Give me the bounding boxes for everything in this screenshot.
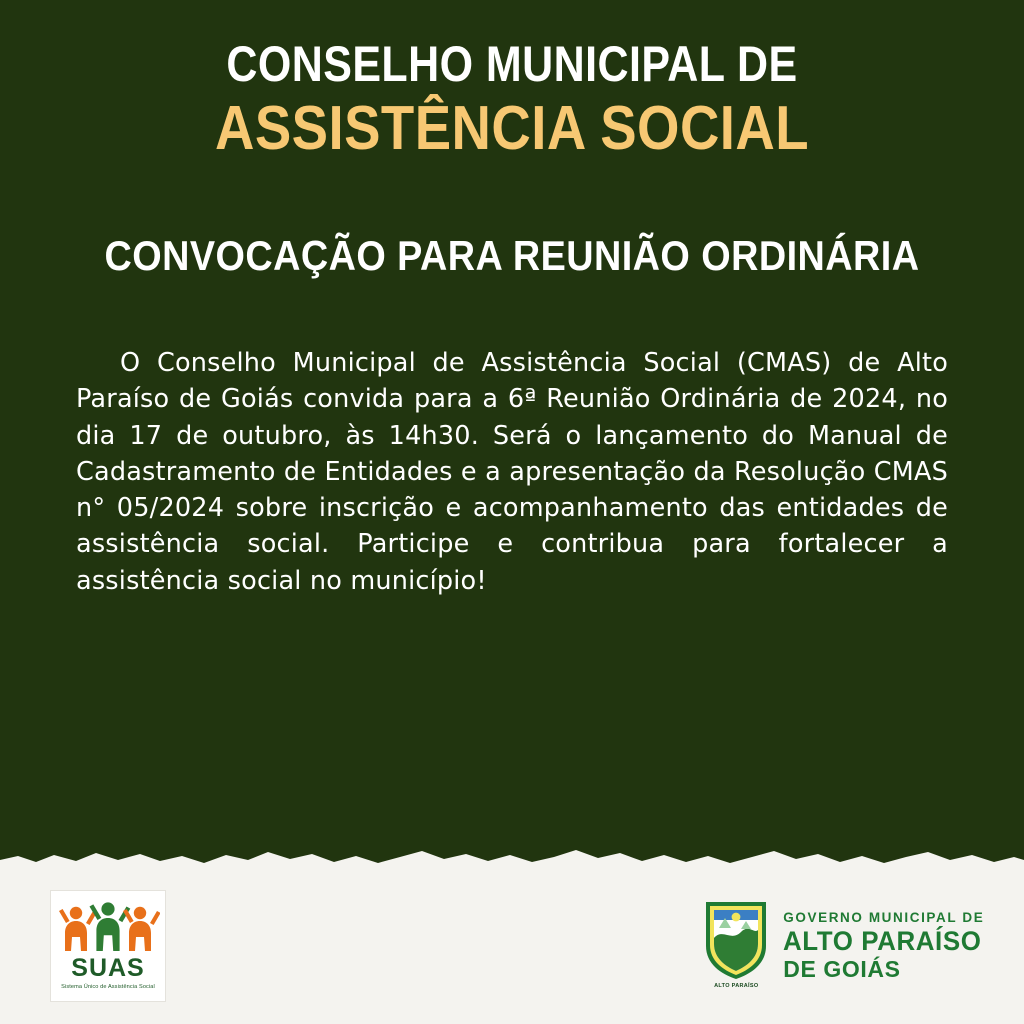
- suas-logo: [50, 890, 166, 1002]
- page-title-line-2: ASSISTÊNCIA SOCIAL: [215, 94, 809, 163]
- footer-band: [0, 864, 1024, 1024]
- government-line-2: ALTO PARAÍSO: [783, 925, 982, 956]
- government-logo: [699, 894, 990, 998]
- poster-body-container: [76, 345, 948, 598]
- page-title-line-1: CONSELHO MUNICIPAL DE: [226, 36, 798, 92]
- government-wordmark: [783, 911, 990, 981]
- poster-body-text: O Conselho Municipal de Assistência Social (CMAS) de Alto Paraíso de Goiás convida para a 6ª Reunião Ordinária de 2024, no dia 17 de outubro, às 14h30. Será o lançamento do Manual de Cadastramento de Entidades e a apresentação da Resolução CMAS n° 05/2024 sobre inscrição e acompanhamento das entidades de assistência social. Participe e contribua para fortalecer a assistência social no município!: [76, 348, 948, 596]
- torn-paper-edge-icon: [0, 846, 1024, 870]
- suas-wordmark: SUAS: [71, 954, 145, 982]
- suas-tagline: Sistema Único de Assistência Social: [61, 984, 155, 990]
- crest-container: [699, 898, 773, 994]
- government-line-3: DE GOIÁS: [783, 955, 901, 982]
- government-line-1: GOVERNO MUNICIPAL DE: [783, 910, 985, 926]
- poster-subtitle: CONVOCAÇÃO PARA REUNIÃO ORDINÁRIA: [104, 232, 920, 280]
- poster-header: [0, 0, 1024, 161]
- crest-caption: ALTO PARAÍSO: [714, 983, 759, 989]
- suas-three-figures-icon: [56, 897, 160, 955]
- alto-paraiso-coat-of-arms-icon: [701, 898, 771, 982]
